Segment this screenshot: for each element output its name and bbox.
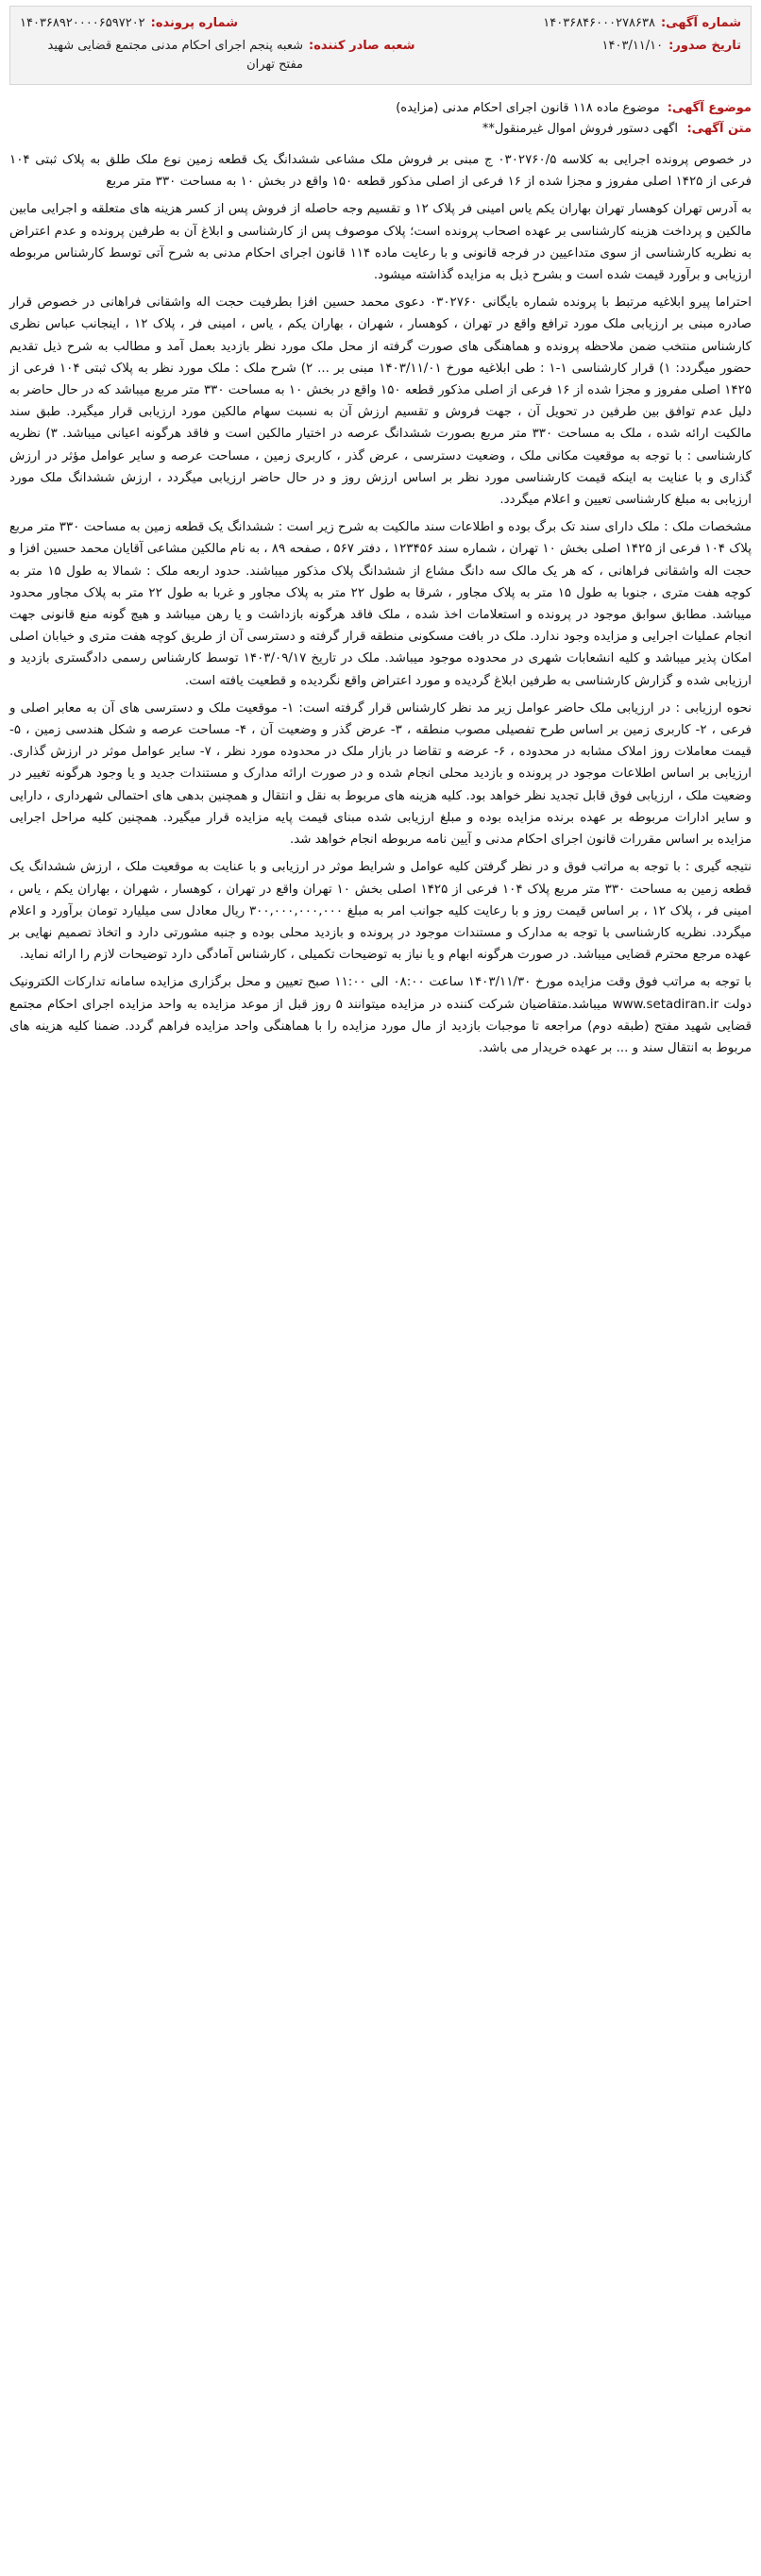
subject-row	[9, 98, 752, 119]
body-paragraph: در خصوص پرونده اجرایی به کلاسه ۰۳۰۲۷۶۰/۵ ج مبنی بر فروش ملک مشاعی ششدانگ یک قطعه زمین نوع ملک طلق به پلاک ثبتی ۱۰۴ فرعی از ۱۴۲۵ اصلی مفروز و مجزا شده از ۱۶ فرعی از اصلی مذکور قطعه ۱۵۰ واقع در بخش ۱۰ به مساحت ۳۳۰ متر مربع	[9, 153, 752, 190]
notice-header	[9, 6, 752, 85]
header-row-ids	[20, 14, 741, 33]
issuer-value: شعبه پنجم اجرای احکام مدنی مجتمع قضایی شهید مفتح تهران	[47, 39, 303, 72]
issuer	[20, 37, 415, 75]
notice-number-value: ۱۴۰۳۶۸۴۶۰۰۰۲۷۸۶۳۸	[543, 16, 655, 30]
notice-number	[543, 14, 741, 33]
notice-body	[9, 149, 752, 1059]
case-number-value: ۱۴۰۳۶۸۹۲۰۰۰۰۶۵۹۷۲۰۲	[20, 16, 145, 30]
header-row-issue	[20, 37, 741, 75]
text-title: اگهی دستور فروش اموال غیرمنقول**	[482, 122, 678, 136]
notice-meta	[9, 98, 752, 140]
text-label: متن آگهی:	[686, 122, 752, 136]
subject-value: موضوع ماده ۱۱۸ قانون اجرای احکام مدنی (مزایده)	[396, 101, 660, 115]
subject-label: موضوع آگهی:	[667, 101, 752, 115]
issue-date-label: تاریخ صدور:	[668, 39, 741, 53]
body-paragraph: نتیجه گیری : با توجه به مراتب فوق و در نظر گرفتن کلیه عوامل و شرایط موثر در ارزیابی و با عنایت به موقعیت ملک ، ارزش ششدانگ یک قطعه زمین به مساحت ۳۳۰ متر مربع پلاک ۱۰۴ فرعی از ۱۴۲۵ اصلی بخش ۱۰ تهران واقع در تهران ، کوهسار ، شهران ، بهاران یکم ، یاس ، امینی فر ، پلاک ۱۲ ، بر اساس قیمت روز و با رعایت کلیه جوانب امر به مبلغ ۳۰۰,۰۰۰,۰۰۰,۰۰۰ ریال معادل سی میلیارد تومان برآورد و اعلام میگردد. نظریه کارشناسی با توجه به مدارک و مستندات موجود در پرونده و بازدید محلی بوده و جنبه مشورتی دارد و اتخاذ تصمیم نهایی بر عهده مرجع محترم قضایی میباشد. در صورت هرگونه ابهام و یا نیاز به توضیحات تکمیلی ، کارشناس آمادگی دارد توضیحات لازم را ارائه نماید.	[9, 860, 752, 963]
body-paragraph: با توجه به مراتب فوق وقت مزایده مورخ ۱۴۰۳/۱۱/۳۰ ساعت ۰۸:۰۰ الی ۱۱:۰۰ صبح تعیین و محل برگزاری مزایده سامانه تدارکات الکترونیک دولت www.setadiran.ir میباشد.متقاضیان شرکت کننده در مزایده میتوانند ۵ روز قبل از موعد مزایده به واحد مزایده اجرای احکام مجتمع قضایی شهید مفتح (طبقه دوم) مراجعه تا موجبات بازدید از مال مورد مزایده را با هماهنگی واحد مزایده فراهم گردد. ضمنا کلیه هزینه های مربوط به انتقال سند و ... بر عهده خریدار می باشد.	[9, 975, 753, 1055]
body-paragraph: به آدرس تهران کوهسار تهران بهاران یکم یاس امینی فر پلاک ۱۲ و تقسیم وجه حاصله از فروش پس از کسر هزینه های متعلقه و اجرایی مابین مالکین و پرداخت هزینه کارشناسی بر عهده اصحاب پرونده است؛ پلاک موصوف پس از کارشناسی و ابلاغ آن به طرفین پرونده و عدم اعتراض به نظریه کارشناسی از سوی متداعیین در فرجه قانونی و با رعایت ماده ۱۱۴ قانون اجرای احکام مدنی به شرح آتی توسط کارشناس مربوطه ارزیابی و برآورد قیمت شده است و بشرح ذیل به مزایده گذاشته میشود.	[9, 202, 752, 283]
text-title-row	[9, 119, 752, 140]
issue-date-value: ۱۴۰۳/۱۱/۱۰	[601, 39, 664, 53]
case-number-label: شماره پرونده:	[150, 16, 239, 30]
body-paragraph: نحوه ارزیابی : در ارزیابی ملک حاضر عوامل زیر مد نظر کارشناس قرار گرفته است: ۱- موقعیت ملک و دسترسی های آن به معابر اصلی و فرعی ، ۲- کاربری زمین بر اساس طرح تفصیلی مصوب منطقه ، ۳- عرض گذر و وضعیت آن ، ۴- مساحت عرصه و شکل هندسی زمین ، ۵- قیمت معاملات روز املاک مشابه در محدوده ، ۶- عرضه و تقاضا در بازار ملک در محدوده مورد نظر ، ۷- سایر عوامل موثر در ارزش گذاری. ارزیابی بر اساس اطلاعات موجود در پرونده و بازدید محلی انجام شده و در صورت ارائه مدارک و مستندات جدید و یا وجود هرگونه تغییر در وضعیت ملک ، ارزیابی فوق قابل تجدید نظر خواهد بود. کلیه هزینه های مربوط به نقل و انتقال و همچنین بدهی های احتمالی شهرداری ، دارایی و سایر ادارات مربوطه بر عهده برنده مزایده بوده و مبلغ ارزیابی شده مبنای قیمت پایه مزایده قرار میگیرد. همچنین کلیه مراحل اجرایی مزایده بر اساس مقررات قانون اجرای احکام مدنی و آیین نامه مربوطه انجام خواهد شد.	[9, 700, 752, 848]
case-number	[20, 14, 238, 33]
body-paragraph: مشخصات ملک : ملک دارای سند تک برگ بوده و اطلاعات سند مالکیت به شرح زیر است : ششدانگ یک قطعه زمین به مساحت ۳۳۰ متر مربع پلاک ۱۰۴ فرعی از ۱۴۲۵ اصلی بخش ۱۰ تهران ، شماره سند ۱۲۳۴۵۶ ، دفتر ۵۶۷ ، صفحه ۸۹ ، به نام مالکین مشاعی آقایان محمد حسین افزا و حجت اله واشقانی فراهانی ، که هر یک مالک سه دانگ مشاع از ششدانگ پلاک مذکور میباشند. حدود اربعه ملک : شمالا به طول ۱۵ متر به کوچه هفت متری ، جنوبا به طول ۱۵ متر به پلاک مجاور ، شرقا به طول ۲۲ متر به پلاک مجاور و غربا به طول ۲۲ متر به پلاک مجاور محدود میباشد. مطابق سوابق موجود در پرونده و استعلامات اخذ شده ، ملک فاقد هرگونه بازداشت و یا رهن میباشد و هیچ گونه منع قانونی جهت انجام عملیات اجرایی و مزایده وجود ندارد. ملک در بافت مسکونی منطقه قرار گرفته و دسترسی آن از طریق کوچه هفت متری و خیابان اصلی امکان پذیر میباشد و کلیه انشعابات شهری در محدوده موجود میباشد. ملک در تاریخ ۱۴۰۳/۰۹/۱۷ توسط کارشناس رسمی دادگستری بازدید و ارزیابی شده و گزارش کارشناسی به طرفین ابلاغ گردیده و مورد اعتراض واقع نگردیده و قطعیت یافته است.	[9, 520, 753, 688]
body-paragraph: احتراما پیرو ابلاغیه مرتبط با پرونده شماره بایگانی ۰۳۰۲۷۶۰ دعوی محمد حسین افزا بطرفیت حجت اله واشقانی فراهانی در خصوص قرار صادره مبنی بر ارزیابی ملک مورد ترافع واقع در تهران ، کوهسار ، شهران ، بهاران یکم ، یاس ، امینی فر ، پلاک ۱۲ ، اینجانب عباس نظری کارشناس منتخب ضمن ملاحظه پرونده و هماهنگی های صورت گرفته از محل ملک مورد نظر بازدید بعمل آمد و مطالب به شرح ذیل تقدیم حضور میگردد: ۱) قرار کارشناسی ۱-۱ : طی ابلاغیه مورخ ۱۴۰۳/۱۱/۰۱ مبنی بر ... ۲) شرح ملک : ملک مورد نظر به پلاک ثبتی ۱۰۴ فرعی از ۱۴۲۵ اصلی مفروز و مجزا شده از ۱۶ فرعی از اصلی مذکور قطعه ۱۵۰ واقع در بخش ۱۰ به مساحت ۳۳۰ متر مربع میباشد که در حال حاضر به دلیل عدم توافق بین طرفین در تحویل آن ، جهت فروش و تقسیم ارزش آن به نسبت سهام مالکین مورد ارزیابی قرار میگیرد. طبق سند مالکیت ارائه شده ، ملک به مساحت ۳۳۰ متر مربع بصورت ششدانگ عرصه در اختیار مالکین است و فاقد هرگونه اعیانی میباشد. ۳) نظریه کارشناسی : با توجه به موقعیت مکانی ملک ، وضعیت دسترسی ، عرض گذر ، کاربری زمین ، مساحت عرصه و سایر عوامل مؤثر در ارزش گذاری و با عنایت به اینکه قیمت کارشناسی مورد نظر بر اساس ارزش روز و در حال حاضر ارزیابی میگردد ، ارزش ششدانگ ملک مورد ارزیابی به مبلغ کارشناسی تعیین و اعلام میگردد.	[9, 295, 752, 508]
issue-date	[602, 37, 741, 56]
notice-number-label: شماره آگهی:	[660, 16, 741, 30]
issuer-label: شعبه صادر کننده:	[309, 39, 415, 53]
